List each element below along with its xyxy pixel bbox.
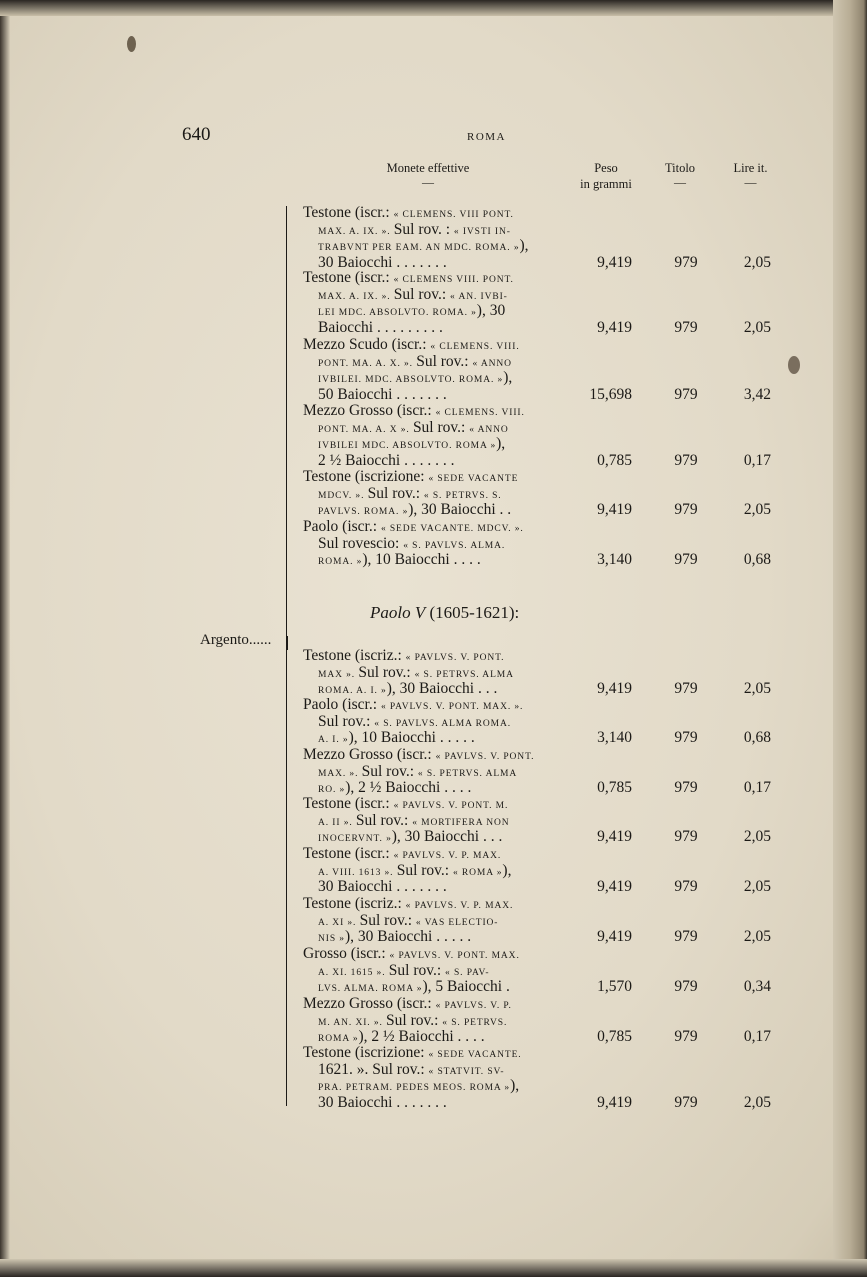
- entry-text: A. I. »: [318, 735, 349, 745]
- column-dash: —: [674, 175, 686, 189]
- titolo-value: 979: [674, 1093, 698, 1111]
- entry-line: [318, 552, 481, 570]
- entry-text: ),: [519, 237, 529, 254]
- entry-text: « CLEMENS. VIII.: [435, 408, 525, 418]
- entry-text: Sul rov.:: [396, 861, 453, 879]
- entry-text: Sul rov.:: [416, 352, 473, 370]
- metal-label: Argento......: [200, 632, 272, 648]
- entry-text: MAX. A. IX. ».: [318, 226, 394, 237]
- entry-text: « PAVLVS. V. PONT.: [405, 653, 505, 663]
- entry-text: 30 Baiocchi . . . . . . .: [318, 1093, 447, 1111]
- titolo-value: 979: [674, 1028, 698, 1045]
- page-edge-left: [0, 0, 10, 1277]
- entry-text: Grosso (iscr.:: [303, 945, 390, 962]
- column-header-peso-line2: in grammi: [580, 177, 632, 191]
- peso-value: 9,419: [597, 680, 632, 697]
- entry-text: Sul rov.:: [412, 418, 470, 436]
- entry-text: ROMA. »: [318, 557, 363, 567]
- entry-text: Testone (iscr.:: [303, 795, 394, 812]
- entry-line: [318, 420, 509, 438]
- section-heading-name: Paolo V: [370, 603, 426, 622]
- entry-text: TRABVNT PER EAM. AN MDC. ROMA. »: [318, 243, 520, 253]
- entry-text: « PAVLVS. V. PONT.: [435, 752, 535, 762]
- entry-text: « S. PETRVS. ALMA: [417, 768, 518, 779]
- entry-text: 2 ½ Baiocchi . . . . . . .: [318, 451, 455, 469]
- entry-text: MAX. A. IX. ».: [318, 291, 394, 302]
- entry-text: « PAVLVS. V. P. MAX.: [393, 851, 502, 861]
- entry-text: Sul rov.:: [359, 911, 416, 929]
- entry-text: « CLEMENS. VIII PONT.: [393, 210, 514, 220]
- entry-text: ), 5 Baiocchi .: [422, 978, 510, 995]
- entry-line: [303, 747, 534, 765]
- entry-line: [303, 337, 520, 355]
- peso-value: 9,419: [597, 1093, 632, 1111]
- entry-text: « STATVIT. SV-: [428, 1066, 505, 1077]
- column-header-peso: [566, 160, 646, 192]
- entry-text: A. II ».: [318, 817, 356, 828]
- entry-text: Sul rov.:: [388, 961, 446, 979]
- entry-text: Sul rov.:: [358, 663, 415, 681]
- peso-value: 0,785: [597, 1028, 632, 1045]
- entry-text: Sul rov. :: [393, 220, 454, 238]
- titolo-value: 979: [674, 501, 698, 518]
- entry-text: MDCV. ».: [318, 490, 368, 501]
- ink-spot: [788, 356, 800, 374]
- entry-text: Testone (iscriz.:: [303, 895, 406, 912]
- entry-text: Sul rov.:: [361, 762, 418, 780]
- entry-text: MAX ».: [318, 669, 359, 680]
- titolo-value: 979: [674, 680, 698, 697]
- entry-text: INOCERVNT. »: [318, 834, 392, 844]
- entry-line: [318, 879, 447, 895]
- entry-text: Mezzo Grosso (iscr.:: [303, 746, 436, 763]
- entry-text: ), 30 Baiocchi . .: [408, 501, 512, 518]
- column-header-peso-line1: Peso: [594, 161, 618, 175]
- peso-value: 1,570: [597, 978, 632, 995]
- entry-text: ),: [502, 861, 512, 879]
- entry-text: PRA. PETRAM. PEDES MEOS. ROMA »: [318, 1083, 511, 1093]
- entry-text: « SEDE VACANTE. MDCV. ».: [380, 524, 524, 534]
- column-header-lire: [723, 160, 778, 188]
- lire-value: 0,68: [743, 551, 771, 568]
- entry-text: Mezzo Grosso (iscr.:: [303, 995, 436, 1012]
- entry-text: ),: [510, 1077, 520, 1094]
- entry-text: « PAVLVS. V. PONT. MAX.: [389, 951, 520, 961]
- entry-text: Sul rov.:: [386, 1011, 443, 1029]
- entry-text: « ANNO: [469, 424, 509, 435]
- entry-text: RO. »: [318, 785, 346, 795]
- titolo-value: 979: [674, 729, 698, 746]
- curly-brace-point: [282, 636, 288, 650]
- entry-text: LEI MDC. ABSOLVTO. ROMA. »: [318, 308, 477, 318]
- entry-line: [318, 354, 512, 372]
- column-dash: —: [422, 175, 434, 189]
- entry-text: « PAVLVS. V. P.: [435, 1001, 512, 1011]
- entry-text: ), 30 Baiocchi . . . . .: [344, 928, 472, 945]
- entry-text: « S. PETRVS. S.: [423, 490, 502, 501]
- running-head: ROMA: [467, 131, 507, 143]
- peso-value: 15,698: [589, 385, 632, 403]
- column-dash: —: [744, 175, 757, 189]
- titolo-value: 979: [674, 318, 698, 336]
- entry-line: [318, 222, 511, 240]
- column-header-titolo: [655, 160, 705, 188]
- lire-value: 2,05: [743, 680, 771, 697]
- entry-text: IVBILEI MDC. ABSOLVTO. ROMA »: [318, 441, 497, 451]
- lire-value: 2,05: [743, 878, 771, 895]
- entry-text: Testone (iscrizione:: [303, 1044, 429, 1061]
- entry-text: Baiocchi . . . . . . . . .: [318, 318, 443, 336]
- entry-text: Sul rovescio:: [318, 534, 404, 552]
- entry-text: 1621. ».: [318, 1060, 373, 1078]
- entry-text: « S. PAVLVS. ALMA.: [403, 540, 506, 551]
- entry-text: Sul rov.:: [355, 811, 413, 829]
- entry-text: 50 Baiocchi . . . . . . .: [318, 385, 447, 403]
- entry-text: « ROMA »: [452, 867, 503, 878]
- column-header-monete: [372, 160, 484, 188]
- lire-value: 2,05: [743, 828, 771, 845]
- entry-line: [318, 320, 443, 336]
- entry-text: Mezzo Scudo (iscr.:: [303, 336, 431, 353]
- titolo-value: 979: [674, 978, 698, 995]
- peso-value: 9,419: [597, 828, 632, 845]
- titolo-value: 979: [674, 878, 698, 895]
- titolo-value: 979: [674, 779, 698, 796]
- entry-text: M. AN. XI. ».: [318, 1017, 387, 1028]
- titolo-value: 979: [674, 828, 698, 845]
- entry-text: IVBILEI. MDC. ABSOLVTO. ROMA. »: [318, 375, 504, 385]
- peso-value: 9,419: [597, 878, 632, 895]
- titolo-value: 979: [674, 551, 698, 568]
- entry-line: [318, 1062, 505, 1080]
- lire-value: 2,05: [743, 928, 771, 945]
- entry-text: ),: [503, 369, 513, 386]
- entry-text: Testone (iscriz.:: [303, 647, 406, 664]
- peso-value: 9,419: [597, 253, 632, 271]
- entry-text: Mezzo Grosso (iscr.:: [303, 402, 436, 419]
- entry-text: Paolo (iscr.:: [303, 696, 381, 713]
- entry-text: Testone (iscr.:: [303, 845, 394, 862]
- lire-value: 2,05: [743, 253, 771, 271]
- peso-value: 9,419: [597, 501, 632, 518]
- entry-line: [318, 453, 454, 469]
- titolo-value: 979: [674, 928, 698, 945]
- entry-text: 30 Baiocchi . . . . . . .: [318, 253, 447, 271]
- entry-text: NIS »: [318, 934, 345, 944]
- entry-text: Testone (iscr.:: [303, 269, 394, 286]
- entry-text: ), 2 ½ Baiocchi . . . .: [345, 779, 472, 796]
- entry-text: « IVSTI IN-: [453, 226, 511, 237]
- entry-text: ), 10 Baiocchi . . . . .: [348, 729, 475, 746]
- entry-text: Sul rov.:: [318, 712, 375, 730]
- lire-value: 0,17: [743, 451, 771, 469]
- entry-text: A. XI ».: [318, 917, 360, 928]
- curly-brace: [286, 206, 296, 1106]
- entry-text: ROMA »: [318, 1034, 359, 1044]
- entry-text: « VAS ELECTIO-: [415, 917, 499, 928]
- entry-text: PONT. MA. A. X ».: [318, 424, 413, 435]
- entry-text: « CLEMENS. VIII.: [430, 342, 520, 352]
- entry-text: Testone (iscr.:: [303, 204, 394, 221]
- page-number: 640: [182, 124, 211, 145]
- peso-value: 9,419: [597, 318, 632, 336]
- entry-text: A. XI. 1615 ».: [318, 967, 389, 978]
- column-header-lire-label: Lire it.: [733, 161, 768, 175]
- peso-value: 0,785: [597, 451, 632, 469]
- entry-text: Testone (iscrizione:: [303, 468, 429, 485]
- entry-text: « MORTIFERA NON: [412, 817, 510, 828]
- entry-text: « S. PAV-: [445, 967, 490, 978]
- lire-value: 2,05: [743, 501, 771, 518]
- entry-text: Paolo (iscr.:: [303, 518, 381, 535]
- titolo-value: 979: [674, 385, 698, 403]
- entry-text: « S. PAVLVS. ALMA ROMA.: [374, 718, 512, 729]
- peso-value: 0,785: [597, 779, 632, 796]
- entry-text: « CLEMENS VIII. PONT.: [393, 275, 514, 285]
- column-header-monete-label: Monete effettive: [386, 161, 470, 175]
- entry-text: A. VIII. 1613 ».: [318, 867, 397, 878]
- lire-value: 0,68: [743, 729, 771, 746]
- entry-text: « SEDE VACANTE.: [428, 1050, 522, 1060]
- entry-text: Sul rov.:: [393, 285, 451, 303]
- entry-text: PONT. MA. A. X. ».: [318, 358, 417, 369]
- page-edge-top: [0, 0, 867, 16]
- lire-value: 0,17: [743, 779, 771, 796]
- entry-text: 30 Baiocchi . . . . . . .: [318, 878, 447, 895]
- entry-line: [318, 1095, 447, 1111]
- page-edge-right: [833, 0, 867, 1277]
- peso-value: 3,140: [597, 551, 632, 568]
- entry-text: ), 30 Baiocchi . . .: [386, 680, 498, 697]
- titolo-value: 979: [674, 253, 698, 271]
- entry-text: ), 10 Baiocchi . . . .: [362, 551, 481, 568]
- section-heading-years: (1605-1621):: [429, 603, 520, 622]
- entry-text: « SEDE VACANTE: [428, 474, 519, 484]
- lire-value: 2,05: [743, 318, 771, 336]
- titolo-value: 979: [674, 451, 698, 469]
- entry-text: « S. PETRVS.: [442, 1017, 508, 1028]
- peso-value: 9,419: [597, 928, 632, 945]
- lire-value: 0,17: [743, 1028, 771, 1045]
- entry-text: « PAVLVS. V. PONT. M.: [393, 801, 509, 811]
- lire-value: 0,34: [743, 978, 771, 995]
- entry-text: LVS. ALMA. ROMA »: [318, 984, 423, 994]
- entry-text: « PAVLVS. V. PONT. MAX. ».: [380, 702, 524, 712]
- lire-value: 3,42: [743, 385, 771, 403]
- entry-text: « S. PETRVS. ALMA: [414, 669, 514, 680]
- lire-value: 2,05: [743, 1093, 771, 1111]
- entry-text: ), 2 ½ Baiocchi . . . .: [358, 1028, 485, 1045]
- entry-text: ROMA. A. I. »: [318, 686, 387, 696]
- section-heading: [370, 603, 519, 623]
- entry-text: « ANNO: [472, 358, 512, 369]
- page-edge-bottom: [0, 1259, 867, 1277]
- entry-text: Sul rov.:: [367, 484, 424, 502]
- entry-text: MAX. ».: [318, 768, 362, 779]
- entry-text: « PAVLVS. V. P. MAX.: [405, 901, 514, 911]
- entry-text: Sul rov.:: [372, 1060, 429, 1078]
- entry-text: PAVLVS. ROMA. »: [318, 507, 409, 517]
- entry-text: ), 30 Baiocchi . . .: [391, 828, 503, 845]
- entry-text: ), 30: [476, 302, 506, 319]
- entry-text: ),: [496, 435, 506, 452]
- entry-line: [318, 387, 447, 403]
- column-header-titolo-label: Titolo: [664, 161, 696, 175]
- peso-value: 3,140: [597, 729, 632, 746]
- entry-text: « AN. IVBI-: [450, 291, 508, 302]
- ink-spot: [127, 36, 136, 52]
